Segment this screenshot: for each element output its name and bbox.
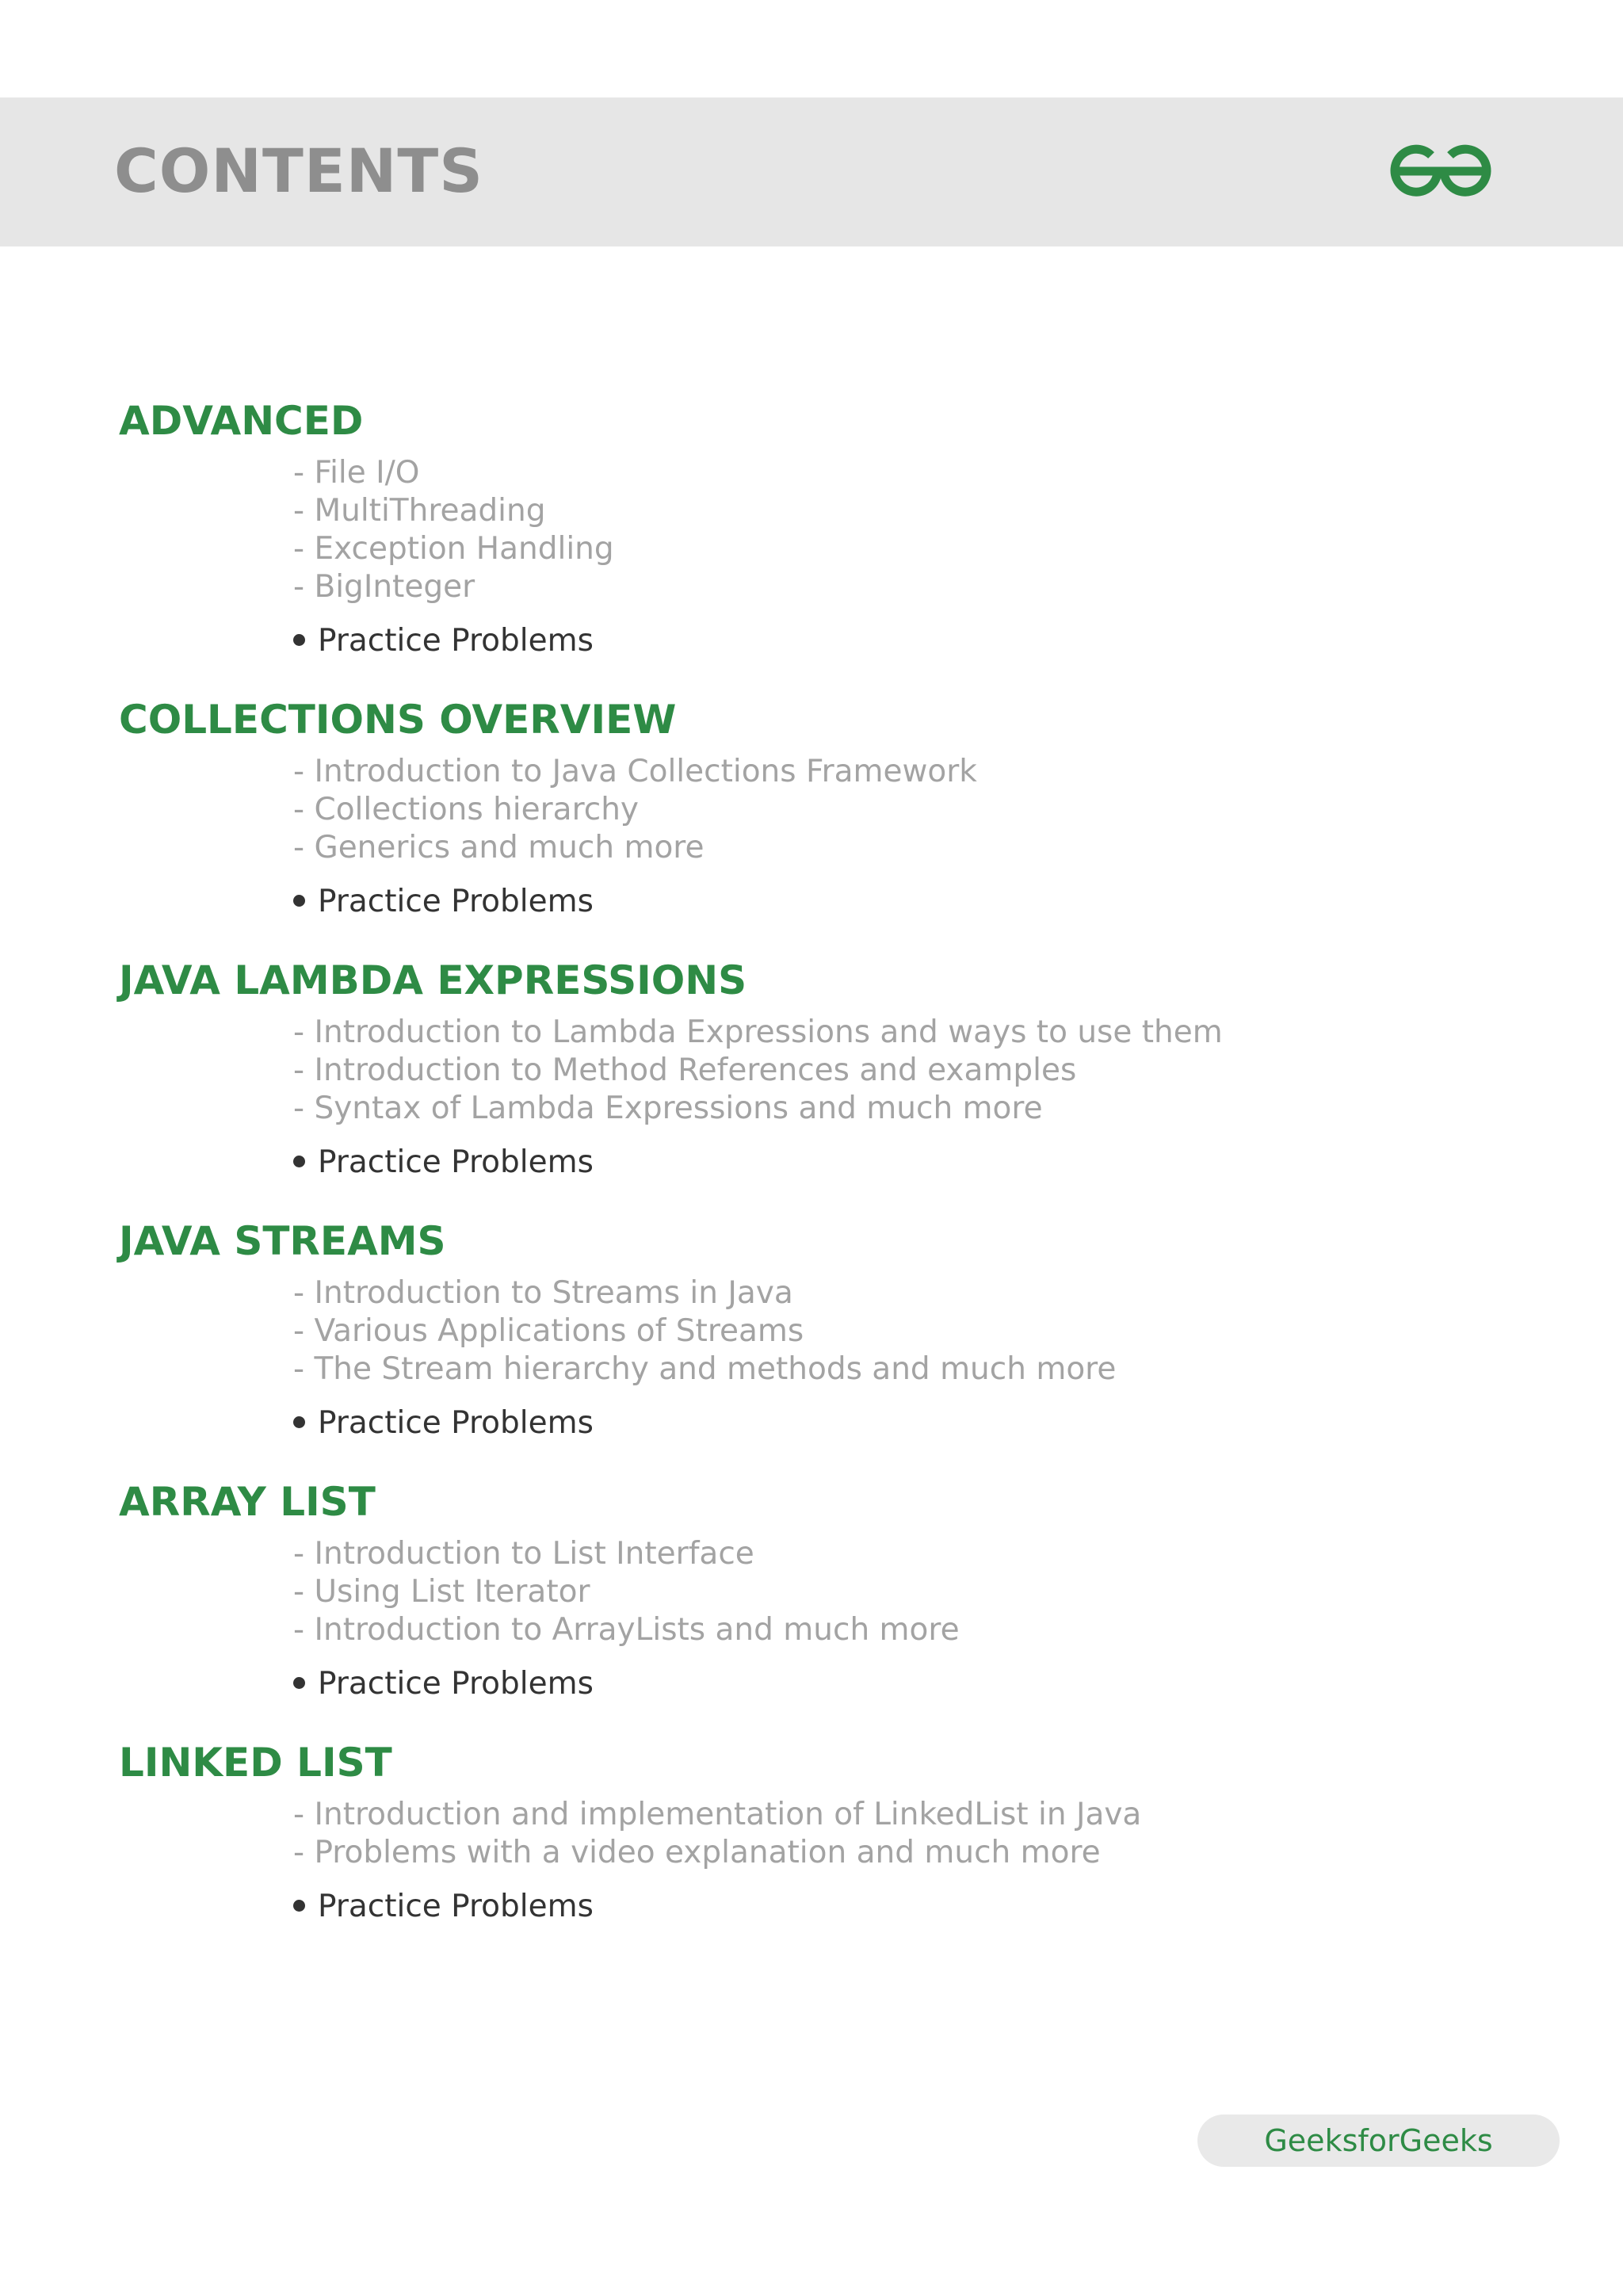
practice-problems-label: Practice Problems <box>318 623 594 659</box>
topic-item: - Using List Iterator <box>293 1574 590 1610</box>
topic-item: - Introduction to Streams in Java <box>293 1275 793 1311</box>
section-title: LINKED LIST <box>119 1740 392 1786</box>
bullet-icon <box>293 1900 305 1912</box>
practice-problems-label: Practice Problems <box>318 1405 594 1441</box>
bullet-icon <box>293 895 305 907</box>
topic-item: - Syntax of Lambda Expressions and much more <box>293 1091 1043 1126</box>
topic-item: - The Stream hierarchy and methods and much more <box>293 1351 1117 1387</box>
topic-item: - Introduction to ArrayLists and much more <box>293 1612 960 1648</box>
topic-item: - Introduction to List Interface <box>293 1536 754 1572</box>
topic-item: - Introduction and implementation of LinkedList in Java <box>293 1797 1142 1832</box>
bullet-icon <box>293 634 305 646</box>
topic-list <box>293 1796 1141 1872</box>
practice-problems-label: Practice Problems <box>318 1889 594 1924</box>
topic-item: - Various Applications of Streams <box>293 1313 804 1349</box>
practice-problems-label: Practice Problems <box>318 1666 594 1702</box>
section-title: JAVA STREAMS <box>119 1218 446 1264</box>
topic-list <box>293 454 614 606</box>
topic-item: - Generics and much more <box>293 830 705 865</box>
practice-problems-link[interactable] <box>293 1665 594 1703</box>
topic-item: - BigInteger <box>293 569 475 605</box>
practice-problems-link[interactable] <box>293 622 594 660</box>
practice-problems-link[interactable] <box>293 883 594 921</box>
practice-problems-link[interactable] <box>293 1404 594 1442</box>
topic-item: - Introduction to Method References and examples <box>293 1052 1077 1088</box>
section-title: COLLECTIONS OVERVIEW <box>119 697 677 743</box>
practice-problems-link[interactable] <box>293 1888 594 1926</box>
topic-item: - Introduction to Lambda Expressions and ways to use them <box>293 1014 1223 1050</box>
topic-item: - Exception Handling <box>293 531 614 567</box>
topic-item: - Collections hierarchy <box>293 792 639 827</box>
practice-problems-label: Practice Problems <box>318 884 594 919</box>
section-title: ARRAY LIST <box>119 1479 376 1525</box>
topic-list <box>293 1014 1223 1128</box>
page-title: CONTENTS <box>114 136 483 206</box>
bullet-icon <box>293 1416 305 1428</box>
topic-item: - File I/O <box>293 455 420 491</box>
practice-problems-link[interactable] <box>293 1144 594 1182</box>
bullet-icon <box>293 1677 305 1689</box>
practice-problems-label: Practice Problems <box>318 1144 594 1180</box>
geeksforgeeks-logo-icon <box>1388 141 1493 198</box>
bullet-icon <box>293 1156 305 1167</box>
topic-list <box>293 1535 960 1649</box>
topic-item: - Introduction to Java Collections Framework <box>293 754 977 789</box>
section-title: ADVANCED <box>119 398 364 444</box>
topic-list <box>293 1274 1116 1389</box>
footer-brand-badge[interactable]: GeeksforGeeks <box>1197 2115 1560 2167</box>
section-title: JAVA LAMBDA EXPRESSIONS <box>119 957 747 1003</box>
topic-item: - Problems with a video explanation and much more <box>293 1835 1101 1870</box>
topic-item: - MultiThreading <box>293 493 546 529</box>
topic-list <box>293 753 977 867</box>
